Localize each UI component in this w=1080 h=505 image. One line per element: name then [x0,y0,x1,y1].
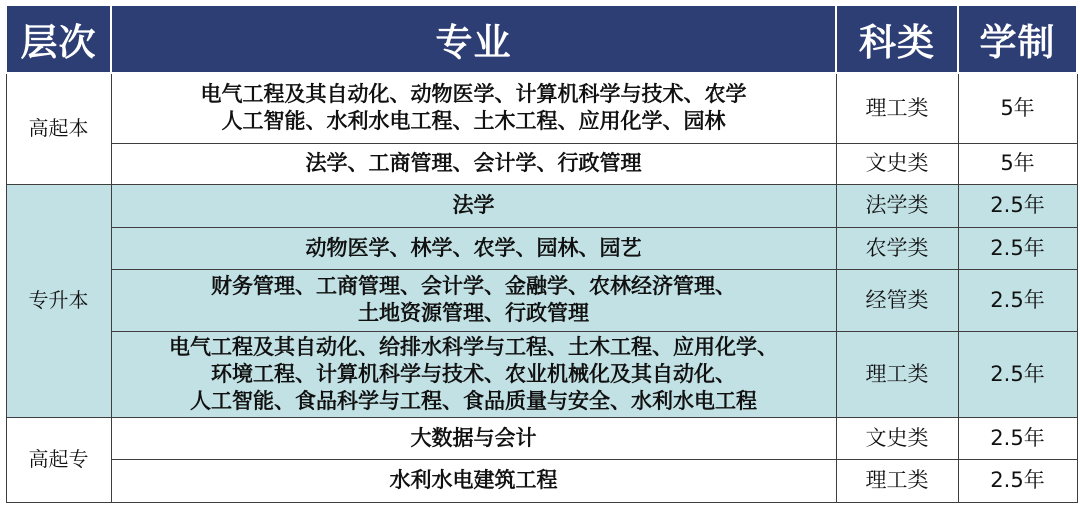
header-major: 专业 [111,5,836,73]
major-line: 电气工程及其自动化、给排水科学与工程、土木工程、应用化学、 [169,334,778,359]
header-row [6,5,1077,73]
major-line: 土地资源管理、行政管理 [358,301,589,325]
major-line: 电气工程及其自动化、动物医学、计算机科学与技术、农学 [200,82,747,107]
duration-cell: 2.5年 [958,417,1077,459]
level-cell: 高起专 [6,417,111,502]
level-cell: 专升本 [6,184,111,417]
level-cell: 高起本 [6,73,111,184]
category-cell: 文史类 [836,417,958,459]
category-cell: 农学类 [836,227,958,269]
table-row [6,417,1077,459]
category-cell: 理工类 [836,331,958,417]
header-level: 层次 [6,5,111,73]
major-cell [111,184,836,227]
table-row [6,227,1077,269]
header-category: 科类 [836,5,958,73]
duration-cell: 2.5年 [958,331,1077,417]
major-line: 人工智能、水利水电工程、土木工程、应用化学、园林 [221,109,726,134]
category-cell: 理工类 [836,459,958,502]
major-line: 财务管理、工商管理、会计学、金融学、农林经济管理、 [211,274,736,298]
table-row [6,331,1077,417]
group-zhuanshengben [6,184,1077,417]
group-gaoqiben [6,73,1077,184]
duration-cell: 2.5年 [958,184,1077,227]
table-row [6,459,1077,502]
table-row [6,73,1077,143]
category-cell: 法学类 [836,184,958,227]
major-cell [111,143,836,184]
program-table [5,4,1078,503]
major-cell [111,459,836,502]
major-line: 大数据与会计 [410,425,537,450]
major-line: 法学 [452,193,495,217]
category-cell: 经管类 [836,269,958,331]
major-line: 环境工程、计算机科学与技术、农业机械化及其自动化、 [211,361,736,386]
category-cell: 理工类 [836,73,958,143]
category-cell: 文史类 [836,143,958,184]
group-gaoqizhuan [6,417,1077,502]
major-cell [111,417,836,459]
major-cell [111,227,836,269]
major-cell [111,269,836,331]
duration-cell: 2.5年 [958,459,1077,502]
major-line: 动物医学、林学、农学、园林、园艺 [305,235,642,260]
header-duration: 学制 [958,5,1077,73]
major-line: 水利水电建筑工程 [389,468,558,492]
duration-cell: 2.5年 [958,227,1077,269]
major-line: 法学、工商管理、会计学、行政管理 [305,151,642,175]
duration-cell: 2.5年 [958,269,1077,331]
major-cell [111,331,836,417]
duration-cell: 5年 [958,143,1077,184]
table-row [6,269,1077,331]
table-row [6,143,1077,184]
duration-cell: 5年 [958,73,1077,143]
major-line: 人工智能、食品科学与工程、食品质量与安全、水利水电工程 [190,388,757,413]
major-cell [111,73,836,143]
table-row [6,184,1077,227]
